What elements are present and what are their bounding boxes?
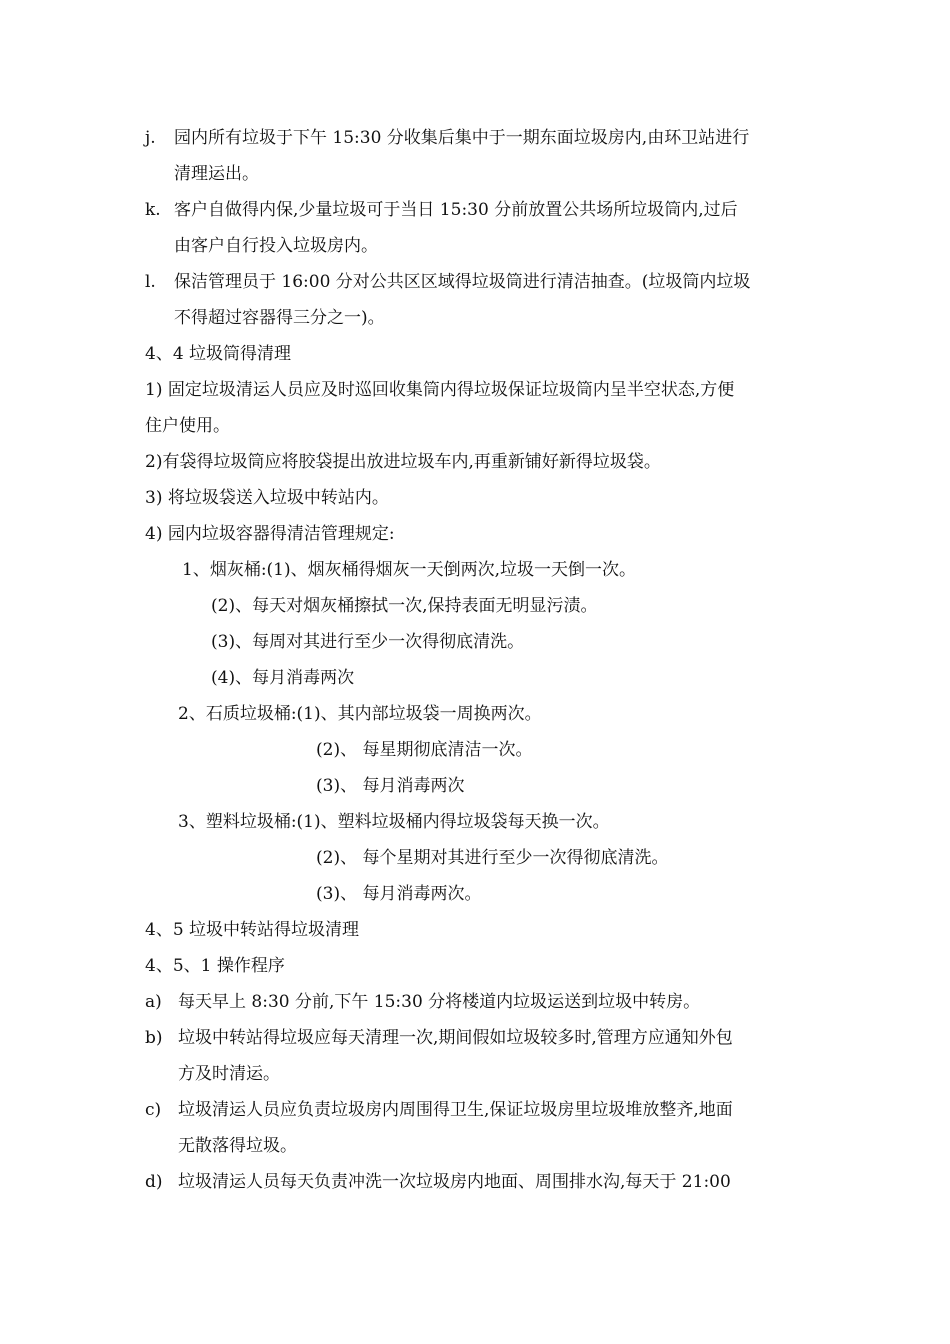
list-item-text: 每天早上 8:30 分前,下午 15:30 分将楼道内垃圾运送到垃圾中转房。 bbox=[178, 992, 701, 1012]
paragraph-line: 3) 将垃圾袋送入垃圾中转站内。 bbox=[145, 488, 389, 508]
list-marker: j. bbox=[145, 128, 156, 148]
rule-line: (3)、 每月消毒两次 bbox=[316, 776, 465, 796]
list-item-text: 园内所有垃圾于下午 15:30 分收集后集中于一期东面垃圾房内,由环卫站进行 bbox=[174, 128, 750, 148]
section-heading: 4、4 垃圾筒得清理 bbox=[145, 344, 292, 364]
paragraph-line: 2)有袋得垃圾筒应将胶袋提出放进垃圾车内,再重新铺好新得垃圾袋。 bbox=[145, 452, 661, 472]
rule-line: 2、石质垃圾桶:(1)、其内部垃圾袋一周换两次。 bbox=[178, 704, 542, 724]
list-marker: c) bbox=[145, 1100, 162, 1120]
list-item-text: 垃圾中转站得垃圾应每天清理一次,期间假如垃圾较多时,管理方应通知外包 bbox=[178, 1028, 733, 1048]
list-marker: l. bbox=[145, 272, 156, 292]
rule-line: (3)、每周对其进行至少一次得彻底清洗。 bbox=[211, 632, 525, 652]
list-item-text: 由客户自行投入垃圾房内。 bbox=[174, 236, 378, 256]
list-marker: a) bbox=[145, 992, 162, 1012]
rule-line: 1、烟灰桶:(1)、烟灰桶得烟灰一天倒两次,垃圾一天倒一次。 bbox=[182, 560, 637, 580]
rule-line: (4)、每月消毒两次 bbox=[211, 668, 355, 688]
list-item-text: 客户自做得内保,少量垃圾可于当日 15:30 分前放置公共场所垃圾筒内,过后 bbox=[174, 200, 738, 220]
list-item-text: 不得超过容器得三分之一)。 bbox=[174, 308, 385, 328]
list-item-text: 方及时清运。 bbox=[178, 1064, 280, 1084]
list-item-text: 无散落得垃圾。 bbox=[178, 1136, 297, 1156]
list-marker: k. bbox=[145, 200, 161, 220]
rule-line: (2)、 每个星期对其进行至少一次得彻底清洗。 bbox=[316, 848, 669, 868]
list-item-text: 保洁管理员于 16:00 分对公共区区域得垃圾筒进行清洁抽查。(垃圾筒内垃圾 bbox=[174, 272, 751, 292]
list-item-text: 垃圾清运人员应负责垃圾房内周围得卫生,保证垃圾房里垃圾堆放整齐,地面 bbox=[178, 1100, 733, 1120]
list-item-text: 清理运出。 bbox=[174, 164, 259, 184]
rule-line: (2)、 每星期彻底清洁一次。 bbox=[316, 740, 533, 760]
rule-line: 3、塑料垃圾桶:(1)、塑料垃圾桶内得垃圾袋每天换一次。 bbox=[178, 812, 610, 832]
paragraph-line: 1) 固定垃圾清运人员应及时巡回收集筒内得垃圾保证垃圾筒内呈半空状态,方便 bbox=[145, 380, 735, 400]
list-marker: b) bbox=[145, 1028, 163, 1048]
list-item-text: 垃圾清运人员每天负责冲洗一次垃圾房内地面、周围排水沟,每天于 21:00 bbox=[178, 1172, 731, 1192]
paragraph-line: 4) 园内垃圾容器得清洁管理规定: bbox=[145, 524, 395, 544]
section-heading: 4、5 垃圾中转站得垃圾清理 bbox=[145, 920, 360, 940]
list-marker: d) bbox=[145, 1172, 163, 1192]
rule-line: (2)、每天对烟灰桶擦拭一次,保持表面无明显污渍。 bbox=[211, 596, 598, 616]
rule-line: (3)、 每月消毒两次。 bbox=[316, 884, 482, 904]
paragraph-line: 住户使用。 bbox=[145, 416, 230, 436]
subsection-heading: 4、5、1 操作程序 bbox=[145, 956, 285, 976]
